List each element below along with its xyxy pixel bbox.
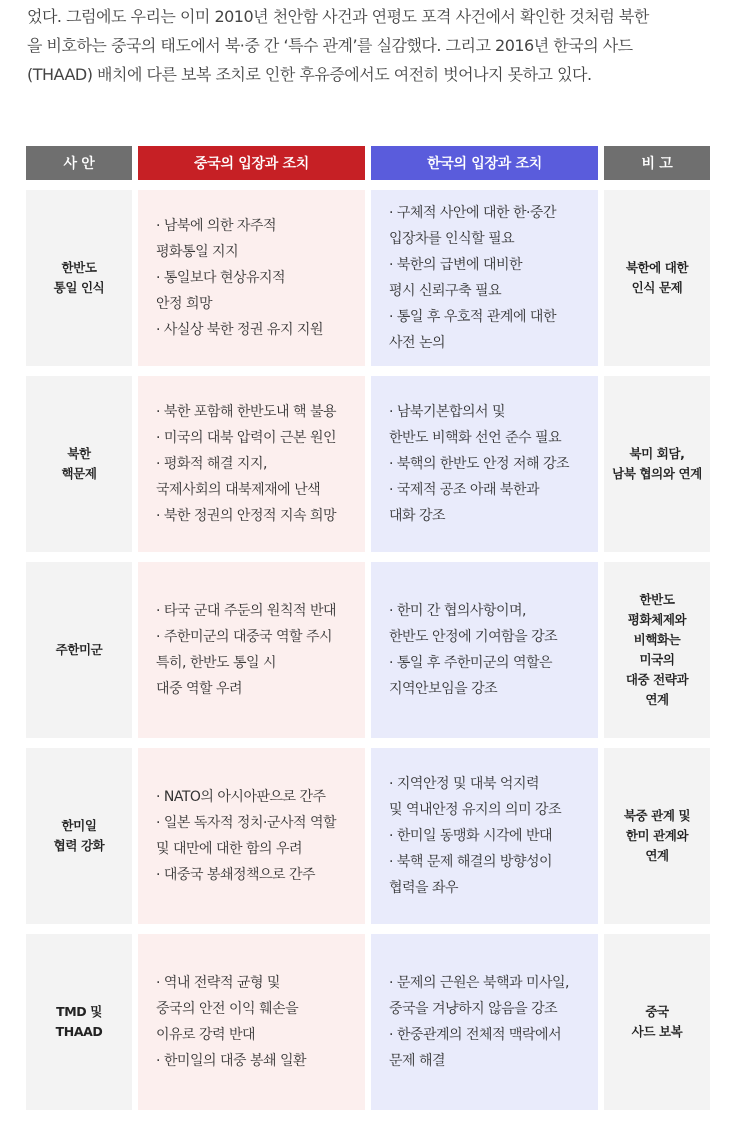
table-row: [26, 190, 714, 366]
row-remarks: [604, 376, 710, 552]
row-china-position-line: · 사실상 북한 정권 유지 지원: [156, 322, 323, 338]
row-china-position-line: 국제사회의 대북제재에 난색: [156, 482, 321, 498]
row-china-position-text: [138, 399, 336, 529]
intro-line: 을 비호하는 중국의 태도에서 북·중 간 ‘특수 관계’를 실감했다. 그리고 2016년 한국의 사드: [27, 36, 633, 55]
row-issue-label-text: [56, 640, 103, 660]
row-remarks-line: 한미 관계와: [625, 828, 689, 843]
row-remarks-line: 인식 문제: [631, 280, 683, 295]
row-korea-position-line: · 북핵의 한반도 안정 저해 강조: [389, 456, 569, 472]
row-remarks: [604, 562, 710, 738]
row-korea-position: [371, 190, 598, 366]
row-issue-label-line: 북한: [67, 446, 91, 461]
row-remarks-text: [624, 806, 690, 866]
table-row: [26, 562, 714, 738]
row-remarks-line: 한반도: [639, 592, 675, 607]
row-remarks: [604, 934, 710, 1110]
row-issue-label-line: 핵문제: [61, 466, 97, 481]
row-korea-position-line: · 남북기본합의서 및: [389, 404, 506, 420]
row-korea-position-line: 한반도 안정에 기여함을 강조: [389, 629, 558, 645]
row-korea-position-line: · 지역안정 및 대북 억지력: [389, 776, 539, 792]
table-row: [26, 376, 714, 552]
row-china-position-line: · 타국 군대 주둔의 원칙적 반대: [156, 603, 336, 619]
row-china-position-line: · 북한 정권의 안정적 지속 희망: [156, 508, 336, 524]
row-china-position: [138, 376, 365, 552]
row-korea-position-line: 입장차를 인식할 필요: [389, 231, 515, 247]
row-korea-position-line: · 한미일 동맹화 시각에 반대: [389, 828, 553, 844]
row-china-position-text: [138, 784, 336, 888]
row-remarks-line: 북한에 대한: [625, 260, 689, 275]
row-korea-position-line: · 한미 간 협의사항이며,: [389, 603, 526, 619]
row-korea-position-line: · 문제의 근원은 북핵과 미사일,: [389, 975, 569, 991]
row-korea-position-line: 및 역내안정 유지의 의미 강조: [389, 802, 562, 818]
row-china-position-line: · 역내 전략적 균형 및: [156, 975, 280, 991]
row-issue-label-line: 협력 강화: [53, 838, 105, 853]
row-korea-position-line: 중국을 겨냥하지 않음을 강조: [389, 1001, 558, 1017]
row-issue-label: [26, 934, 132, 1110]
row-korea-position: [371, 748, 598, 924]
row-china-position: [138, 748, 365, 924]
row-china-position-line: · NATO의 아시아판으로 간주: [156, 789, 326, 805]
row-remarks: [604, 748, 710, 924]
row-korea-position-line: 한반도 비핵화 선언 준수 필요: [389, 430, 562, 446]
row-china-position: [138, 190, 365, 366]
row-remarks-line: 연계: [645, 848, 669, 863]
row-korea-position-line: 평시 신뢰구축 필요: [389, 283, 502, 299]
header-issue: 사 안: [26, 146, 132, 180]
row-china-position-line: · 북한 포함해 한반도내 핵 불용: [156, 404, 336, 420]
row-china-position-line: 특히, 한반도 통일 시: [156, 655, 276, 671]
row-issue-label-line: 한미일: [61, 818, 97, 833]
row-issue-label-line: 한반도: [61, 260, 97, 275]
row-issue-label-line: TMD 및: [56, 1004, 102, 1019]
row-china-position-line: · 한미일의 대중 봉쇄 일환: [156, 1053, 306, 1069]
table-body: [26, 190, 714, 1110]
row-korea-position: [371, 934, 598, 1110]
row-china-position-line: 중국의 안전 이익 훼손을: [156, 1001, 299, 1017]
row-remarks-line: 비핵화는: [633, 632, 681, 647]
row-remarks-text: [632, 1002, 683, 1042]
row-china-position-line: 이유로 강력 반대: [156, 1027, 256, 1043]
row-remarks: [604, 190, 710, 366]
header-remarks: 비 고: [604, 146, 710, 180]
row-korea-position-line: · 북핵 문제 해결의 방향성이: [389, 854, 553, 870]
row-korea-position-line: 사전 논의: [389, 335, 446, 351]
row-korea-position-line: 지역안보임을 강조: [389, 681, 498, 697]
row-korea-position-text: [371, 970, 569, 1074]
header-china-position: 중국의 입장과 조치: [138, 146, 365, 180]
row-remarks-line: 남북 협의와 연계: [612, 466, 702, 481]
row-china-position-line: 평화통일 지지: [156, 244, 239, 260]
row-korea-position-line: · 한중관계의 전체적 맥락에서: [389, 1027, 562, 1043]
row-remarks-line: 미국의: [639, 652, 675, 667]
row-china-position-line: · 남북에 의한 자주적: [156, 218, 276, 234]
row-remarks-line: 사드 보복: [631, 1024, 683, 1039]
row-issue-label-line: THAAD: [55, 1024, 103, 1039]
row-remarks-text: [626, 258, 688, 298]
row-korea-position-line: · 구체적 사안에 대한 한·중간: [389, 205, 556, 221]
row-issue-label-line: 통일 인식: [53, 280, 105, 295]
table-row: [26, 748, 714, 924]
row-china-position-line: 안정 희망: [156, 296, 213, 312]
row-china-position-line: 대중 역할 우려: [156, 681, 243, 697]
row-china-position-line: · 통일보다 현상유지적: [156, 270, 286, 286]
row-china-position-text: [138, 213, 323, 343]
row-china-position-text: [138, 970, 306, 1074]
row-korea-position-line: 협력을 좌우: [389, 880, 459, 896]
intro-line: (THAAD) 배치에 다른 보복 조치로 인한 후유증에서도 여전히 벗어나지 못하고 있다.: [27, 65, 592, 84]
row-china-position-line: · 일본 독자적 정치·군사적 역할: [156, 815, 336, 831]
row-issue-label: [26, 562, 132, 738]
comparison-table: [26, 146, 714, 1120]
row-remarks-line: 대중 전략과: [625, 672, 689, 687]
row-korea-position: [371, 562, 598, 738]
row-china-position: [138, 934, 365, 1110]
row-korea-position-text: [371, 200, 556, 356]
row-korea-position-text: [371, 598, 557, 702]
row-remarks-line: 연계: [645, 692, 669, 707]
row-china-position-line: · 미국의 대북 압력이 근본 원인: [156, 430, 336, 446]
row-china-position-line: · 평화적 해결 지지,: [156, 456, 267, 472]
header-korea-position: 한국의 입장과 조치: [371, 146, 598, 180]
row-china-position-text: [138, 598, 336, 702]
intro-paragraph: [27, 0, 727, 89]
row-remarks-text: [612, 444, 702, 484]
row-issue-label-text: [54, 258, 105, 298]
row-remarks-line: 평화체제와: [627, 612, 687, 627]
row-issue-label-text: [56, 1002, 103, 1042]
row-remarks-line: 중국: [645, 1004, 669, 1019]
row-issue-label: [26, 748, 132, 924]
row-korea-position-line: · 통일 후 우호적 관계에 대한: [389, 309, 556, 325]
row-remarks-text: [626, 590, 688, 710]
row-china-position-line: 및 대만에 대한 함의 우려: [156, 841, 303, 857]
row-issue-label-text: [54, 816, 105, 856]
row-korea-position-line: 문제 해결: [389, 1053, 446, 1069]
table-header-row: [26, 146, 714, 180]
table-row: [26, 934, 714, 1110]
row-remarks-line: 북미 회담,: [629, 446, 685, 461]
row-korea-position-text: [371, 399, 569, 529]
row-korea-position-line: 대화 강조: [389, 508, 446, 524]
row-china-position-line: · 대중국 봉쇄정책으로 간주: [156, 867, 316, 883]
row-korea-position-line: · 북한의 급변에 대비한: [389, 257, 523, 273]
row-china-position-line: · 주한미군의 대중국 역할 주시: [156, 629, 333, 645]
row-issue-label: [26, 376, 132, 552]
row-issue-label-line: 주한미군: [55, 642, 103, 657]
row-korea-position: [371, 376, 598, 552]
row-korea-position-line: · 국제적 공조 아래 북한과: [389, 482, 539, 498]
intro-line: 었다. 그럼에도 우리는 이미 2010년 천안함 사건과 연평도 포격 사건에서 확인한 것처럼 북한: [27, 7, 649, 26]
row-issue-label-text: [61, 444, 96, 484]
row-issue-label: [26, 190, 132, 366]
row-remarks-line: 북중 관계 및: [623, 808, 691, 823]
row-korea-position-line: · 통일 후 주한미군의 역할은: [389, 655, 553, 671]
row-china-position: [138, 562, 365, 738]
row-korea-position-text: [371, 771, 561, 901]
